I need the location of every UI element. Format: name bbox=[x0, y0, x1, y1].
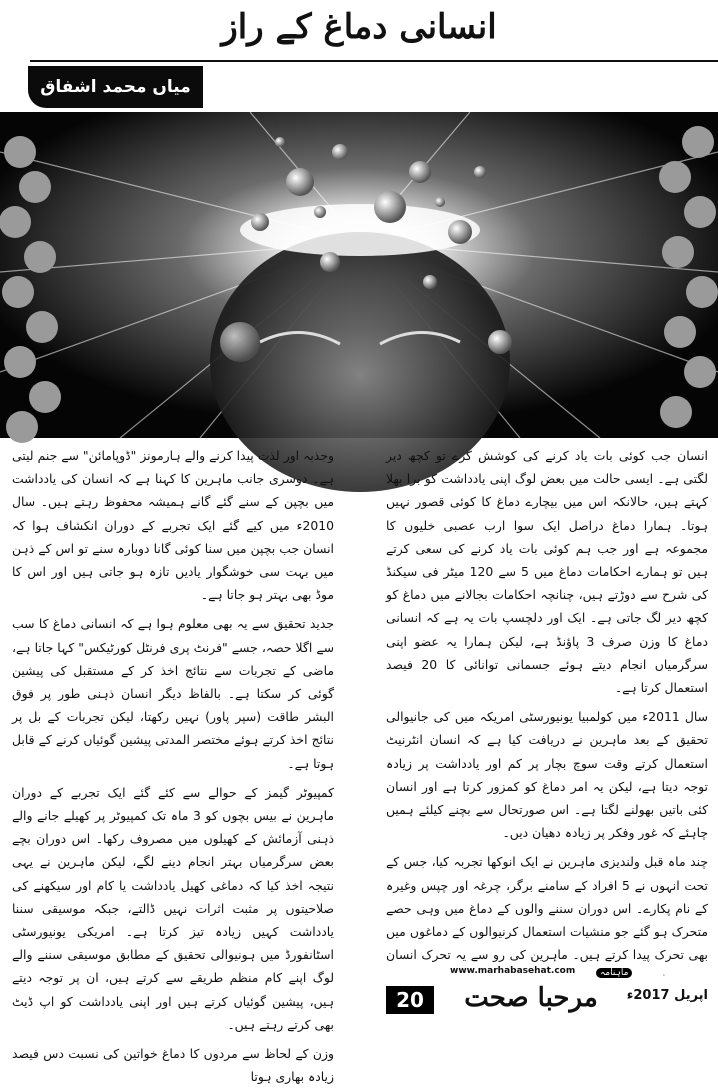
title-divider bbox=[30, 60, 718, 62]
paragraph: جدید تحقیق سے یہ بھی معلوم ہوا ہے کہ انسانی دماغ کا سب سے اگلا حصہ، جسے "فرنٹ پری فرنٹل کورٹیکس" کہا جاتا ہے، ماضی کے تجربات سے نتائج اخذ کر کے مستقبل کی پیشین گوئی کر سکتا ہے۔ بالفاظ دیگر انسان ذہنی طور پر فوق البشر طاقت (سپر پاور) نہیں رکھتا، لیکن تجربات کے بل پر نتائج اخذ کرتے ہوئے مختصر المدتی پیشین گوئیاں کرنے کے قابل ہوتا ہے۔ bbox=[12, 616, 334, 771]
author-byline bbox=[28, 66, 203, 108]
website-url: www.marhabasehat.com bbox=[450, 966, 576, 976]
article-column-right bbox=[386, 444, 708, 963]
hero-image bbox=[0, 112, 718, 438]
magazine-logo: مرحبا صحت bbox=[438, 982, 624, 1014]
paragraph: کمپیوٹر گیمز کے حوالے سے کئے گئے ایک تجربے کے دوران ماہرین نے بیس بچوں کو 3 ماہ تک کمپیوٹر پر کھیلے جانے والے ذہنی آزمائش کے کھیلوں میں مصروف رکھا۔ اس دوران بچے بعض سرگرمیاں بہتر انجام دینے لگے، لیکن ماہرین نے یہی نتیجہ اخذ کیا کہ دماغی کھیل یادداشت یا کام اور سیکھنے کی صلاحیتوں پر مثبت اثرات نہیں ڈالتے، جبکہ موسیقی سننا یادداشت کہیں زیادہ تیز کرتا ہے۔ امریکی یونیورسٹی اسٹانفورڈ میں ہونیوالی تحقیق کے مطابق موسیقی سننے والے لوگ اپنے کام منظم طریقے سے کرتے ہیں، ان پر توجہ دیتے ہیں، پیشین گوئیاں کرتے ہیں اور اپنی یادداشت کو اپ ڈیٹ بھی کرتے رہتے ہیں۔ bbox=[12, 784, 334, 1032]
magazine-tag: ماہنامہ bbox=[596, 968, 632, 978]
page-footer bbox=[386, 966, 708, 1016]
article-title: انسانی دماغ کے راز bbox=[221, 7, 497, 47]
paragraph: وجذبہ اور لذت پیدا کرنے والے ہارمونز "ڈوپامائن" سے جنم لیتی ہے۔ دوسری جانب ماہرین کا کہنا ہے کہ انسان کی یادداشت میں بچپن کے سنے گئے گانے ہمیشہ محفوظ رہتے ہیں۔ سال 2010ء میں کیے گئے ایک تجربے کے دوران انکشاف ہوا کہ انسان جب بچپن میں سنا کوئی گانا دوبارہ سنے تو اس کے ذہن میں بہت سی خوشگوار یادیں تازہ ہو جاتی ہیں اور اس کا موڈ بھی بہتر ہو جاتا ہے۔ bbox=[12, 448, 334, 603]
author-name: میاں محمد اشفاق bbox=[40, 77, 191, 97]
paragraph: سال 2011ء میں کولمبیا یونیورسٹی امریکہ میں کی جانیوالی تحقیق کے بعد ماہرین نے دریافت کیا ہے کہ انسان انٹرنیٹ استعمال کرتے وقت سوچ بچار پر کم اور یادداشت پر زیادہ توجہ دیتا ہے، لیکن یہ امر دماغ کو کمزور کرتا ہے اور انسان کئی باتیں بھولنے لگتا ہے۔ اس صورتحال سے بچنے کیلئے ہمیں چاہئے کہ غور وفکر پر زیادہ دھیان دیں۔ bbox=[386, 709, 708, 841]
article-column-left bbox=[12, 444, 334, 1085]
paragraph: چند ماہ قبل ولندیزی ماہرین نے ایک انوکھا تجربہ کیا، جس کے تحت انہوں نے 5 افراد کے سامنے برگر، چرغہ اور چپس وغیرہ کے نام پکارے۔ اس دوران سننے والوں کے دماغ میں وہی حصے متحرک ہو گئے جو منشیات استعمال کرنیوالوں کے دماغوں میں بھی تحرک پیدا کرتے ہیں۔ ماہرین کی رو سے یہ تحرک انسان bbox=[386, 854, 708, 963]
issue-date: اپریل 2017ء bbox=[626, 988, 708, 1003]
paragraph: وزن کے لحاظ سے مردوں کا دماغ خواتین کی نسبت دس فیصد زیادہ بھاری ہوتا bbox=[12, 1046, 334, 1085]
paragraph: انسان جب کوئی بات یاد کرنے کی کوشش کرے تو کچھ دیر لگتی ہے۔ ایسی حالت میں بعض لوگ اپنی یادداشت کو برا بھلا کہتے ہیں، حالانکہ اس میں بیچارے دماغ کا کوئی قصور نہیں ہوتا۔ ہمارا دماغ دراصل ایک سوا ارب عصبی خلیوں کا مجموعہ ہے اور جب ہم کوئی بات یاد کرنے کی سعی کرتے ہیں تو ہمارے احکامات دماغ میں 5 سے 120 میٹر فی سیکنڈ کی شرح سے دوڑتے ہیں، چنانچہ احکامات بجالانے میں دماغ کو کچھ دیر لگ جاتی ہے۔ ایک اور دلچسپ بات یہ ہے کہ انسانی دماغ کا وزن صرف 3 پاؤنڈ ہے، لیکن ہمارا یہ عضو اپنی سرگرمیاں انجام دیتے ہوئے جسمانی توانائی کا 20 فیصد استعمال کرتا ہے۔ bbox=[386, 448, 708, 696]
page-number: 20 bbox=[386, 986, 434, 1014]
brain-light-burst-image bbox=[0, 112, 718, 438]
